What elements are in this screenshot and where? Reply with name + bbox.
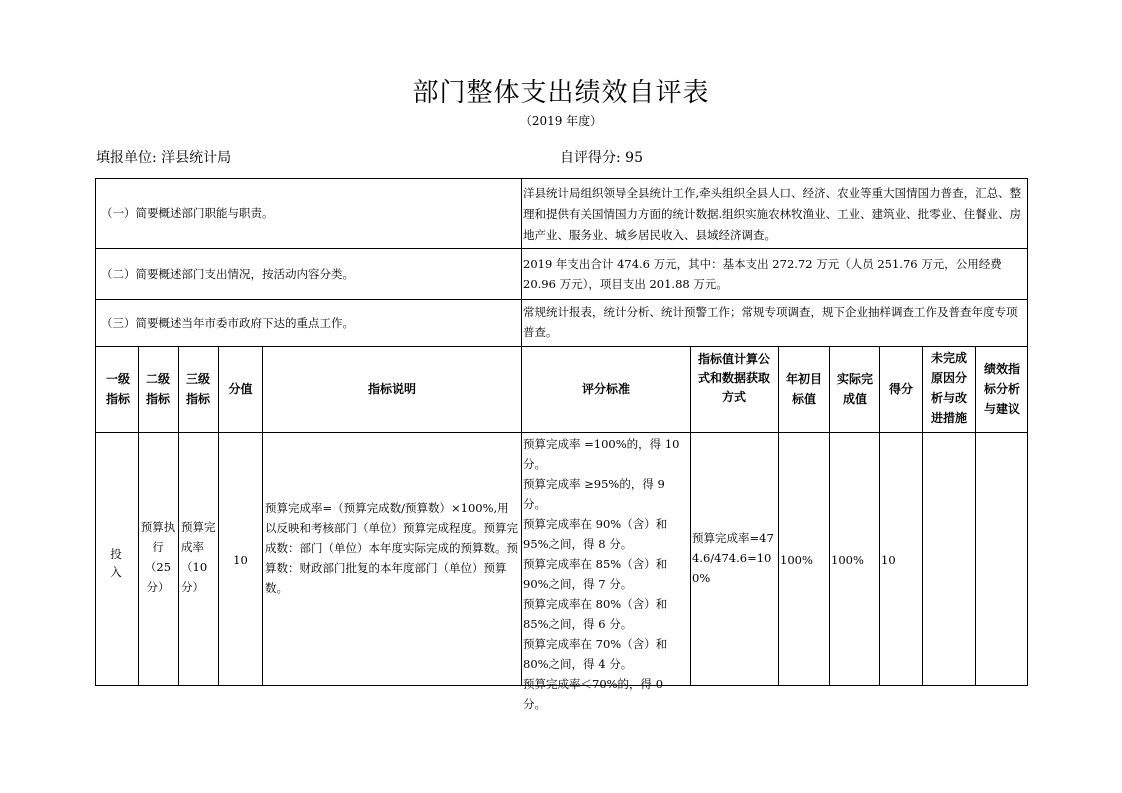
score-value: 10	[233, 553, 248, 567]
formula-value: 预算完成率=474.6/474.6=100%	[692, 531, 774, 585]
level1-value: 投入	[110, 547, 122, 579]
header-score: 分值	[228, 382, 253, 396]
header-target: 年初目标值	[785, 372, 822, 406]
overview-text-3: 常规统计报表，统计分析、统计预警工作；常规专项调查，规下企业抽样调查工作及普查年度专项普查。	[523, 305, 1018, 339]
reporting-unit: 填报单位: 洋县统计局	[96, 150, 232, 166]
year-label: （2019 年度）	[519, 114, 603, 128]
overview-label-2: （二）简要概述部门支出情况，按活动内容分类。	[101, 267, 354, 281]
header-desc: 指标说明	[367, 382, 416, 396]
header-level1: 一级指标	[105, 372, 130, 406]
target-value: 100%	[780, 553, 813, 567]
header-formula: 指标值计算公式和数据获取方式	[697, 352, 770, 404]
page-title: 部门整体支出绩效自评表	[412, 78, 710, 108]
actual-value: 100%	[831, 553, 864, 567]
overview-label-3: （三）简要概述当年市委市政府下达的重点工作。	[101, 316, 354, 330]
standard-item: 预算完成率 =100%的，得 10 分。	[523, 437, 680, 471]
header-level2: 二级指标	[145, 372, 170, 406]
overview-text-2: 2019 年支出合计 474.6 万元，其中：基本支出 272.72 万元（人员 251.76 万元，公用经费 20.96 万元），项目支出 201.88 万元。	[523, 257, 1002, 291]
standard-item: 预算完成率 ≥95%的，得 9 分。	[523, 477, 665, 511]
standard-item: 预算完成率在 80%（含）和 85%之间，得 6 分。	[523, 597, 668, 631]
level2-value: 预算执行（25分）	[140, 520, 176, 594]
header-advice: 绩效指标分析与建议	[983, 362, 1020, 416]
level3-value: 预算完成率（10分）	[181, 520, 216, 594]
standard-item: 预算完成率在 90%（含）和 95%之间，得 8 分。	[523, 517, 668, 551]
header-got: 得分	[888, 382, 913, 396]
self-score: 自评得分: 95	[560, 150, 643, 166]
standard-item: 预算完成率在 70%（含）和 80%之间，得 4 分。	[523, 637, 668, 671]
header-reason: 未完成原因分析与改进措施	[930, 351, 967, 425]
overview-label-1: （一）简要概述部门职能与职责。	[101, 206, 274, 220]
got-value: 10	[881, 553, 896, 567]
desc-value: 预算完成率=（预算完成数/预算数）×100%,用以反映和考核部门（单位）预算完成程度。预算完成数：部门（单位）本年度实际完成的预算数。预算数：财政部门批复的本年度部门（单位）预算数。	[265, 501, 518, 595]
standard-item: 预算完成率在 85%（含）和 90%之间，得 7 分。	[523, 557, 668, 591]
header-level3: 三级指标	[185, 372, 210, 406]
header-standard: 评分标准	[581, 382, 630, 396]
overview-text-1: 洋县统计局组织领导全县统计工作,牵头组织全县人口、经济、农业等重大国情国力普查，汇总、整理和提供有关国情国力方面的统计数据.组织实施农林牧渔业、工业、建筑业、批零业、住餐业、房地产业、服务业、城乡居民收入、县域经济调查。	[523, 186, 1022, 242]
standard-list	[523, 434, 689, 714]
header-actual: 实际完成值	[836, 372, 873, 406]
standard-item: 预算完成率＜70%的，得 0 分。	[523, 677, 664, 711]
